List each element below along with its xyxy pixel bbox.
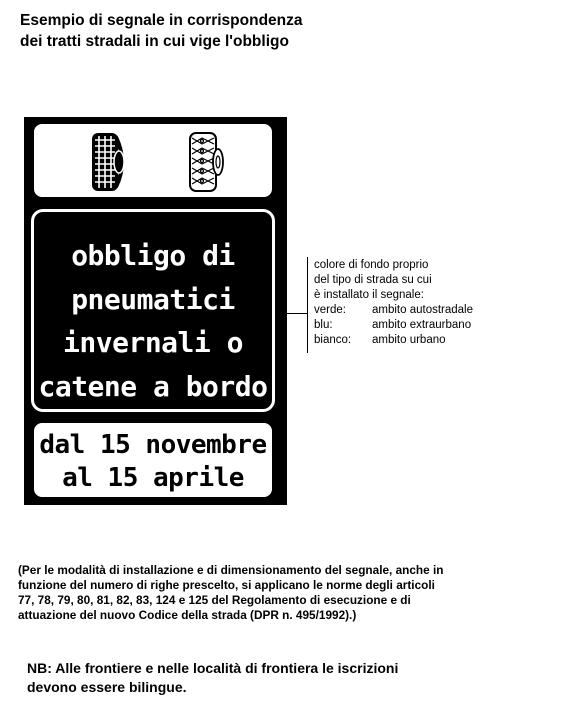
installation-line: 77, 78, 79, 80, 81, 82, 83, 124 e 125 del Regolamento di esecuzione e di xyxy=(18,593,411,607)
winter-tyre-icon xyxy=(86,132,130,192)
note-line: del tipo di strada su cui xyxy=(314,274,432,286)
document-title xyxy=(20,10,420,52)
obligation-panel xyxy=(31,209,275,412)
color-name: verde: xyxy=(314,304,346,316)
note-line: colore di fondo proprio xyxy=(314,259,429,271)
title-line: Esempio di segnale in corrispondenza xyxy=(20,12,303,29)
nb-line: NB: Alle frontiere e nelle località di frontiera le iscrizioni xyxy=(27,660,399,676)
callout-bracket xyxy=(307,257,308,353)
installation-line: (Per le modalità di installazione e di dimensionamento del segnale, anche in xyxy=(18,563,444,577)
validity-period-text xyxy=(34,429,272,495)
tyre-icons-plate xyxy=(32,122,274,199)
color-scope: ambito autostradale xyxy=(372,304,474,316)
obligation-line: invernali o xyxy=(63,326,243,359)
color-entry xyxy=(314,333,473,348)
validity-line: dal 15 novembre xyxy=(39,430,267,460)
nb-line: devono essere bilingue. xyxy=(27,679,187,695)
obligation-line: pneumatici xyxy=(71,282,235,316)
color-name: blu: xyxy=(314,319,333,331)
installation-line: attuazione del nuovo Codice della strada (DPR n. 495/1992).) xyxy=(18,608,357,622)
obligation-line: obbligo di xyxy=(71,239,235,272)
snow-chain-tyre-icon xyxy=(184,132,228,192)
installation-note xyxy=(18,563,558,623)
color-entry xyxy=(314,318,473,333)
color-scope: ambito urbano xyxy=(372,334,446,346)
nb-note xyxy=(27,659,547,697)
color-scope: ambito extraurbano xyxy=(372,319,472,331)
validity-line: al 15 aprile xyxy=(62,463,244,493)
note-line: è installato il segnale: xyxy=(314,289,424,301)
background-color-note xyxy=(314,258,473,348)
color-name: bianco: xyxy=(314,334,352,346)
color-entry xyxy=(314,303,473,318)
obligation-text xyxy=(34,234,272,408)
validity-period-plate xyxy=(32,421,274,499)
title-line: dei tratti stradali in cui vige l'obbligo xyxy=(20,33,289,50)
obligation-line: catene a bordo xyxy=(38,369,268,403)
installation-line: funzione del numero di righe prescelto, si applicano le norme degli articoli xyxy=(18,578,435,592)
road-sign xyxy=(24,117,287,505)
callout-leader-line xyxy=(277,313,308,314)
